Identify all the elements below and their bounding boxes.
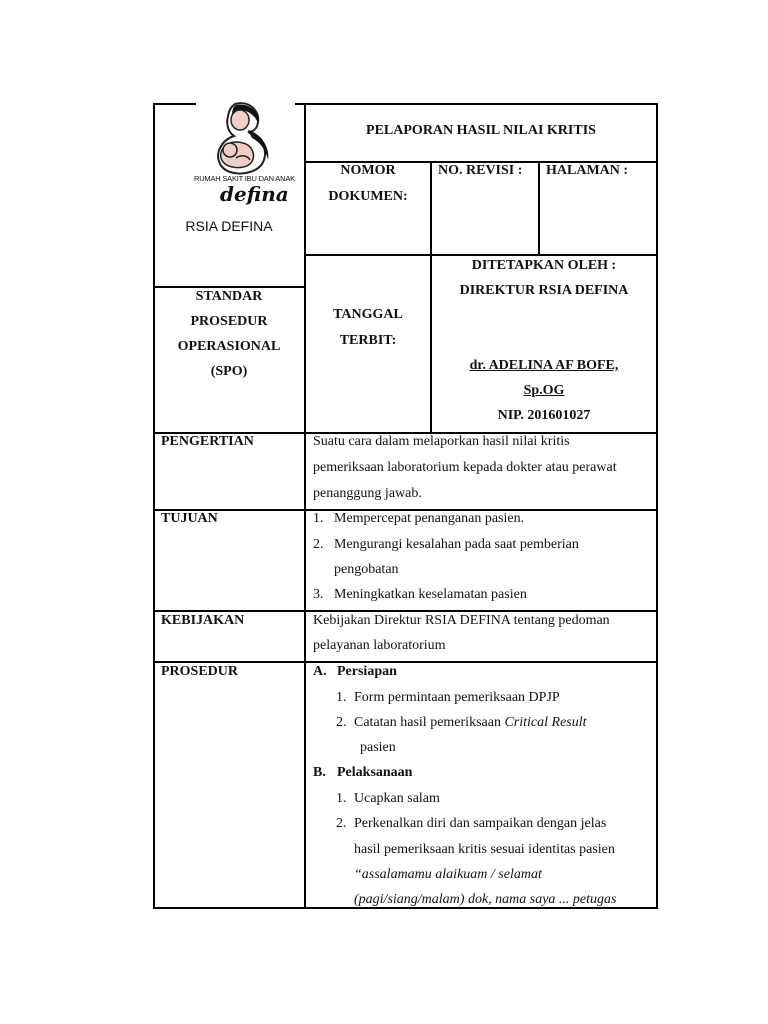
prosedur-b-item-2-continuation-2: “assalamamu alaikuam / selamat xyxy=(354,867,542,882)
signatory-nip: NIP. 201601027 xyxy=(497,408,591,423)
pengertian-line-1: Suatu cara dalam melaporkan hasil nilai kritis xyxy=(313,434,570,449)
tanggal-terbit-label-1: TANGGAL xyxy=(333,307,403,322)
tujuan-item-3-number: 3. xyxy=(313,587,324,602)
nomor-dokumen-label-2: DOKUMEN: xyxy=(328,189,408,204)
tujuan-item-1-number: 1. xyxy=(313,511,324,526)
direktur-label: DIREKTUR RSIA DEFINA xyxy=(459,283,629,298)
prosedur-a-item-2-italic: Critical Result xyxy=(504,715,587,730)
prosedur-b-item-1-text: Ucapkan salam xyxy=(354,791,440,806)
tujuan-item-2-continuation: pengobatan xyxy=(334,562,399,577)
tujuan-item-3-text: Meningkatkan keselamatan pasien xyxy=(334,587,527,602)
prosedur-a-title: Persiapan xyxy=(337,664,397,679)
kebijakan-line-1: Kebijakan Direktur RSIA DEFINA tentang pedoman xyxy=(313,613,610,628)
signatory-name: dr. ADELINA AF BOFE, xyxy=(469,358,619,373)
prosedur-a-item-1-text: Form permintaan pemeriksaan DPJP xyxy=(354,690,560,705)
tujuan-item-1-text: Mempercepat penanganan pasien. xyxy=(334,511,525,526)
hospital-name: RSIA DEFINA xyxy=(185,218,273,234)
prosedur-a-item-2-plain: Catatan hasil pemeriksaan xyxy=(354,715,505,730)
table-border-top-right xyxy=(295,103,658,105)
tujuan-item-2-number: 2. xyxy=(313,537,324,552)
mother-child-icon xyxy=(190,102,300,177)
prosedur-b-item-1-number: 1. xyxy=(336,791,347,806)
tujuan-label: TUJUAN xyxy=(161,511,218,526)
signatory-title: Sp.OG xyxy=(523,383,565,398)
prosedur-a-item-2-continuation: pasien xyxy=(360,740,396,755)
doc-type-line-4: (SPO) xyxy=(210,364,248,379)
logo-caption: RUMAH SAKIT IBU DAN ANAK xyxy=(194,174,295,183)
halaman-label: HALAMAN : xyxy=(546,163,629,178)
prosedur-a-letter: A. xyxy=(313,664,327,679)
divider-revisi-halaman xyxy=(538,161,540,256)
no-revisi-label: NO. REVISI : xyxy=(438,163,523,178)
prosedur-a-item-2-text xyxy=(354,710,587,736)
prosedur-b-item-2-number: 2. xyxy=(336,816,347,831)
doc-type-line-2: PROSEDUR xyxy=(190,314,268,329)
prosedur-b-title: Pelaksanaan xyxy=(337,765,413,780)
doc-type-line-3: OPERASIONAL xyxy=(177,339,281,354)
prosedur-a-item-1-number: 1. xyxy=(336,690,347,705)
tanggal-terbit-label-2: TERBIT: xyxy=(339,333,397,348)
prosedur-b-item-2-text: Perkenalkan diri dan sampaikan dengan jelas xyxy=(354,816,607,831)
pengertian-line-3: penanggung jawab. xyxy=(313,486,422,501)
prosedur-a-item-2-number: 2. xyxy=(336,715,347,730)
pengertian-line-2: pemeriksaan laboratorium kepada dokter atau perawat xyxy=(313,460,617,475)
doc-type-line-1: STANDAR xyxy=(195,289,263,304)
prosedur-b-item-2-continuation-1: hasil pemeriksaan kritis sesuai identitas pasien xyxy=(354,842,615,857)
hospital-logo xyxy=(190,102,300,212)
kebijakan-label: KEBIJAKAN xyxy=(161,613,245,628)
pengertian-label: PENGERTIAN xyxy=(161,434,254,449)
logo-brand: defina xyxy=(220,182,289,206)
prosedur-b-item-2-continuation-3: (pagi/siang/malam) dok, nama saya ... petugas xyxy=(354,892,617,907)
column-divider xyxy=(304,103,306,909)
prosedur-b-letter: B. xyxy=(313,765,326,780)
prosedur-label: PROSEDUR xyxy=(161,664,239,679)
nomor-dokumen-label-1: NOMOR xyxy=(340,163,396,178)
kebijakan-line-2: pelayanan laboratorium xyxy=(313,638,446,653)
tujuan-item-2-text: Mengurangi kesalahan pada saat pemberian xyxy=(334,537,579,552)
ditetapkan-oleh-label: DITETAPKAN OLEH : xyxy=(471,258,617,273)
table-border-right xyxy=(656,103,658,909)
document-title: PELAPORAN HASIL NILAI KRITIS xyxy=(366,123,596,138)
